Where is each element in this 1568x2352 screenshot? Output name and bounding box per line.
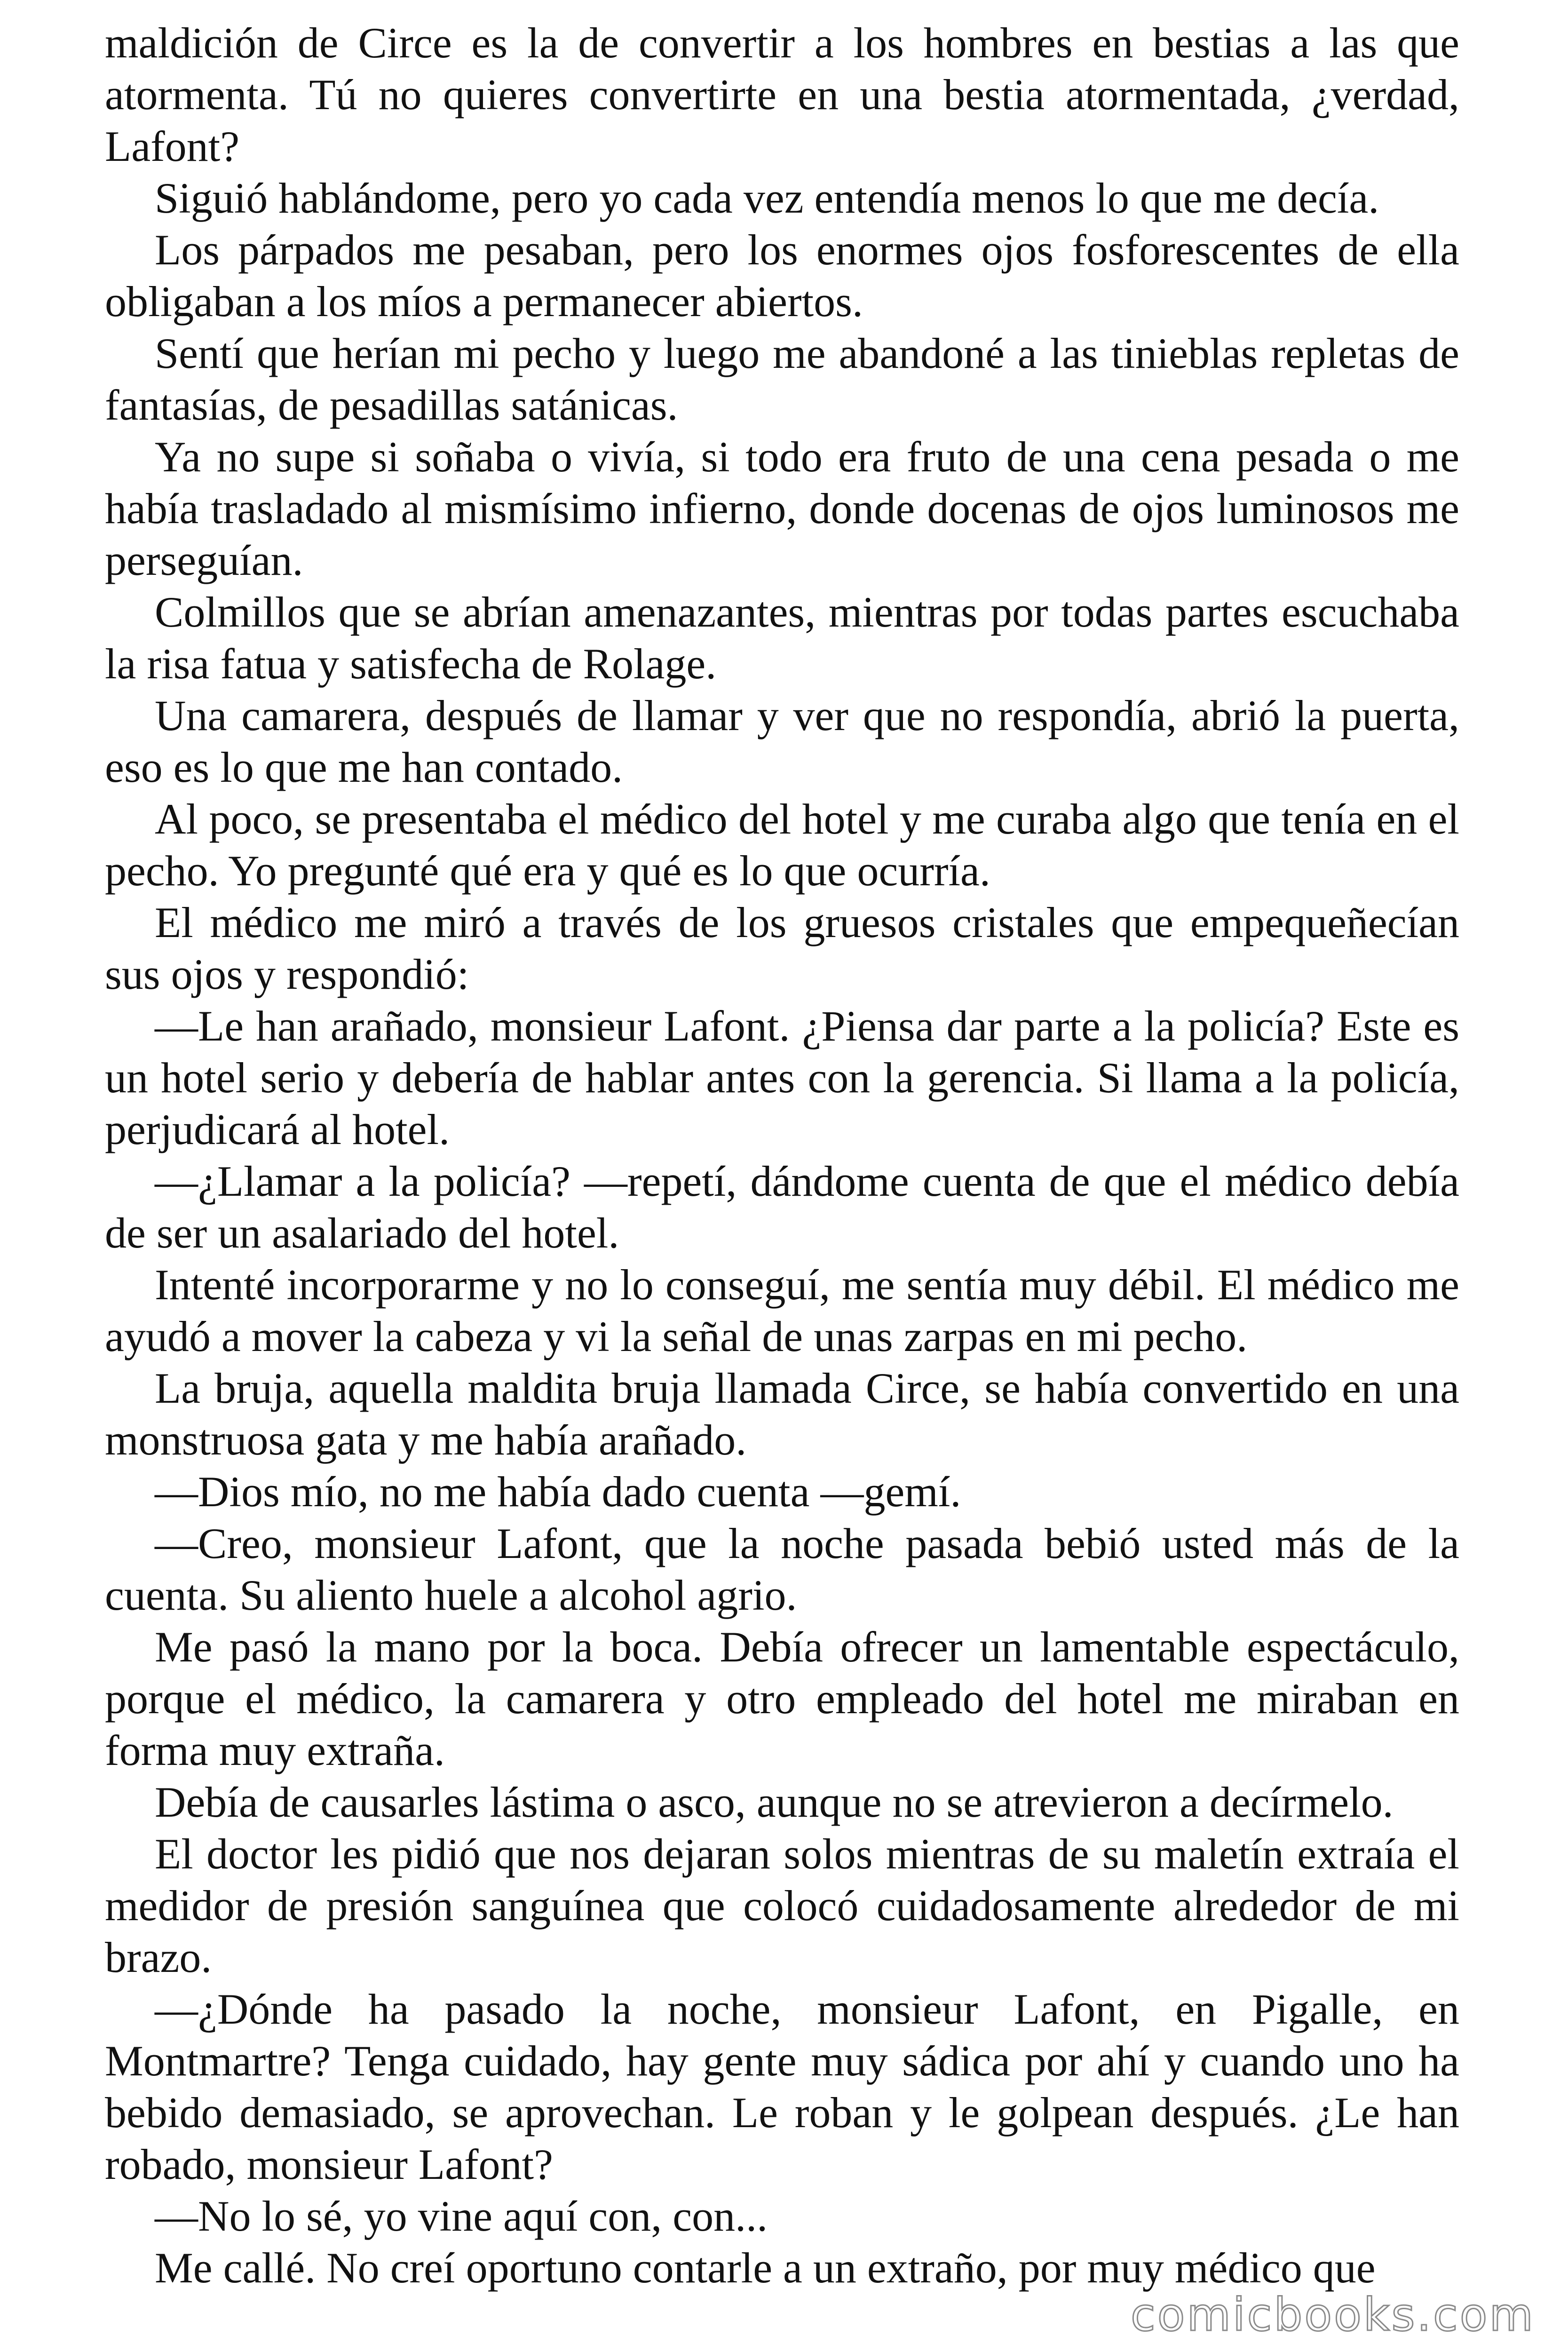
paragraph: Debía de causarles lástima o asco, aunque no se atrevieron a decírmelo. — [155, 1778, 1394, 1826]
paragraph: Al poco, se presentaba el médico del hotel y me curaba algo que tenía en el pecho. Yo pregunté qué era y qué es lo que ocurría. — [105, 795, 1459, 895]
paragraph: maldición de Circe es la de convertir a los hombres en bestias a las que atormenta. Tú no quieres convertirte en una bestia atormentada, ¿verdad, Lafont? — [105, 19, 1459, 170]
paragraph: El doctor les pidió que nos dejaran solos mientras de su maletín extraía el medidor de presión sanguínea que colocó cuidadosamente alrededor de mi brazo. — [105, 1830, 1459, 1981]
paragraph: Los párpados me pesaban, pero los enormes ojos fosforescentes de ella obligaban a los míos a permanecer abiertos. — [105, 226, 1459, 326]
paragraph: Intenté incorporarme y no lo conseguí, me sentía muy débil. El médico me ayudó a mover la cabeza y vi la señal de unas zarpas en mi pecho. — [105, 1261, 1459, 1360]
paragraph: La bruja, aquella maldita bruja llamada Circe, se había convertido en una monstruosa gata y me había arañado. — [105, 1364, 1459, 1464]
paragraph: —No lo sé, yo vine aquí con, con... — [155, 2192, 768, 2240]
paragraph: Ya no supe si soñaba o vivía, si todo era fruto de una cena pesada o me había trasladado al mismísimo infierno, donde docenas de ojos luminosos me perseguían. — [105, 433, 1459, 584]
paragraph: El médico me miró a través de los gruesos cristales que empequeñecían sus ojos y respondió: — [105, 898, 1459, 998]
paragraph: Sentí que herían mi pecho y luego me abandoné a las tinieblas repletas de fantasías, de pesadillas satánicas. — [105, 329, 1459, 429]
paragraph: Colmillos que se abrían amenazantes, mientras por todas partes escuchaba la risa fatua y satisfecha de Rolage. — [105, 588, 1459, 688]
paragraph: —¿Llamar a la policía? —repetí, dándome cuenta de que el médico debía de ser un asalariado del hotel. — [105, 1157, 1459, 1257]
paragraph: —Le han arañado, monsieur Lafont. ¿Piensa dar parte a la policía? Este es un hotel serio y debería de hablar antes con la gerencia. Si llama a la policía, perjudicará al hotel. — [105, 1002, 1459, 1153]
paragraph: —Dios mío, no me había dado cuenta —gemí. — [155, 1468, 961, 1516]
paragraph: Me callé. No creí oportuno contarle a un extraño, por muy médico que — [155, 2244, 1376, 2292]
paragraph: —¿Dónde ha pasado la noche, monsieur Lafont, en Pigalle, en Montmartre? Tenga cuidado, hay gente muy sádica por ahí y cuando uno ha bebido demasiado, se aprovechan. Le roban y le golpean después. ¿Le han robado, monsieur Lafont? — [105, 1985, 1459, 2188]
paragraph: Una camarera, después de llamar y ver que no respondía, abrió la puerta, eso es lo que me han contado. — [105, 691, 1459, 791]
paragraph: —Creo, monsieur Lafont, que la noche pasada bebió usted más de la cuenta. Su aliento huele a alcohol agrio. — [105, 1519, 1459, 1619]
document-page — [105, 17, 1459, 2341]
paragraph: Me pasó la mano por la boca. Debía ofrecer un lamentable espectáculo, porque el médico, la camarera y otro empleado del hotel me miraban en forma muy extraña. — [105, 1623, 1459, 1774]
watermark: comicbooks.com — [1130, 2288, 1535, 2341]
paragraph: Siguió hablándome, pero yo cada vez entendía menos lo que me decía. — [155, 174, 1379, 222]
